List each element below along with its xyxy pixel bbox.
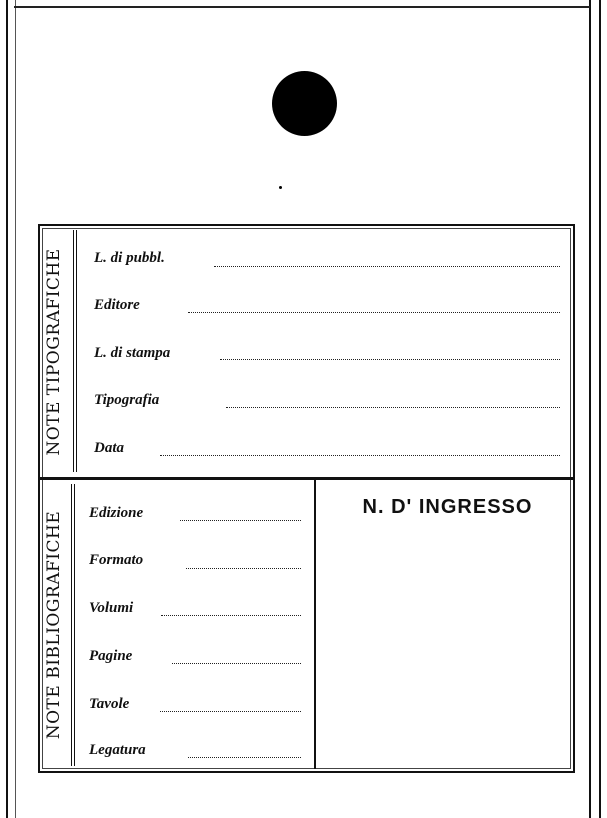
typographic-side-rule xyxy=(73,230,77,472)
field-tipografia-label: Tipografia xyxy=(94,392,160,408)
punch-hole xyxy=(272,71,337,136)
field-luogo-stampa-line[interactable] xyxy=(220,359,560,360)
field-data-label: Data xyxy=(94,440,124,456)
field-luogo-pubblicazione-line[interactable] xyxy=(214,266,560,267)
field-formato-label: Formato xyxy=(89,552,144,568)
field-tavole-label: Tavole xyxy=(89,696,130,712)
card-right-edge xyxy=(589,0,601,818)
field-luogo-pubblicazione-label: L. di pubbl. xyxy=(94,250,165,266)
field-tavole-line[interactable] xyxy=(160,711,301,712)
field-edizione-line[interactable] xyxy=(180,520,301,521)
section-divider xyxy=(38,477,575,480)
field-legatura-label: Legatura xyxy=(89,742,146,758)
ingresso-divider xyxy=(314,480,316,769)
ingresso-number-heading: N. D' INGRESSO xyxy=(362,496,533,518)
ink-speck xyxy=(279,186,282,189)
field-editore-line[interactable] xyxy=(188,312,560,313)
bibliographic-notes-label: NOTE BIBLIOGRAFICHE xyxy=(44,510,64,740)
card-top-edge xyxy=(14,6,590,8)
field-volumi-line[interactable] xyxy=(161,615,301,616)
typographic-notes-label: NOTE TIPOGRAFICHE xyxy=(44,248,64,456)
field-pagine-line[interactable] xyxy=(172,663,301,664)
field-editore-label: Editore xyxy=(94,297,140,313)
bibliographic-side-rule xyxy=(71,484,75,766)
field-formato-line[interactable] xyxy=(186,568,301,569)
field-data-line[interactable] xyxy=(160,455,560,456)
field-volumi-label: Volumi xyxy=(89,600,134,616)
field-luogo-stampa-label: L. di stampa xyxy=(94,345,171,361)
field-legatura-line[interactable] xyxy=(188,757,301,758)
field-edizione-label: Edizione xyxy=(89,505,144,521)
field-tipografia-line[interactable] xyxy=(226,407,560,408)
card-left-edge xyxy=(6,0,16,818)
field-pagine-label: Pagine xyxy=(89,648,133,664)
